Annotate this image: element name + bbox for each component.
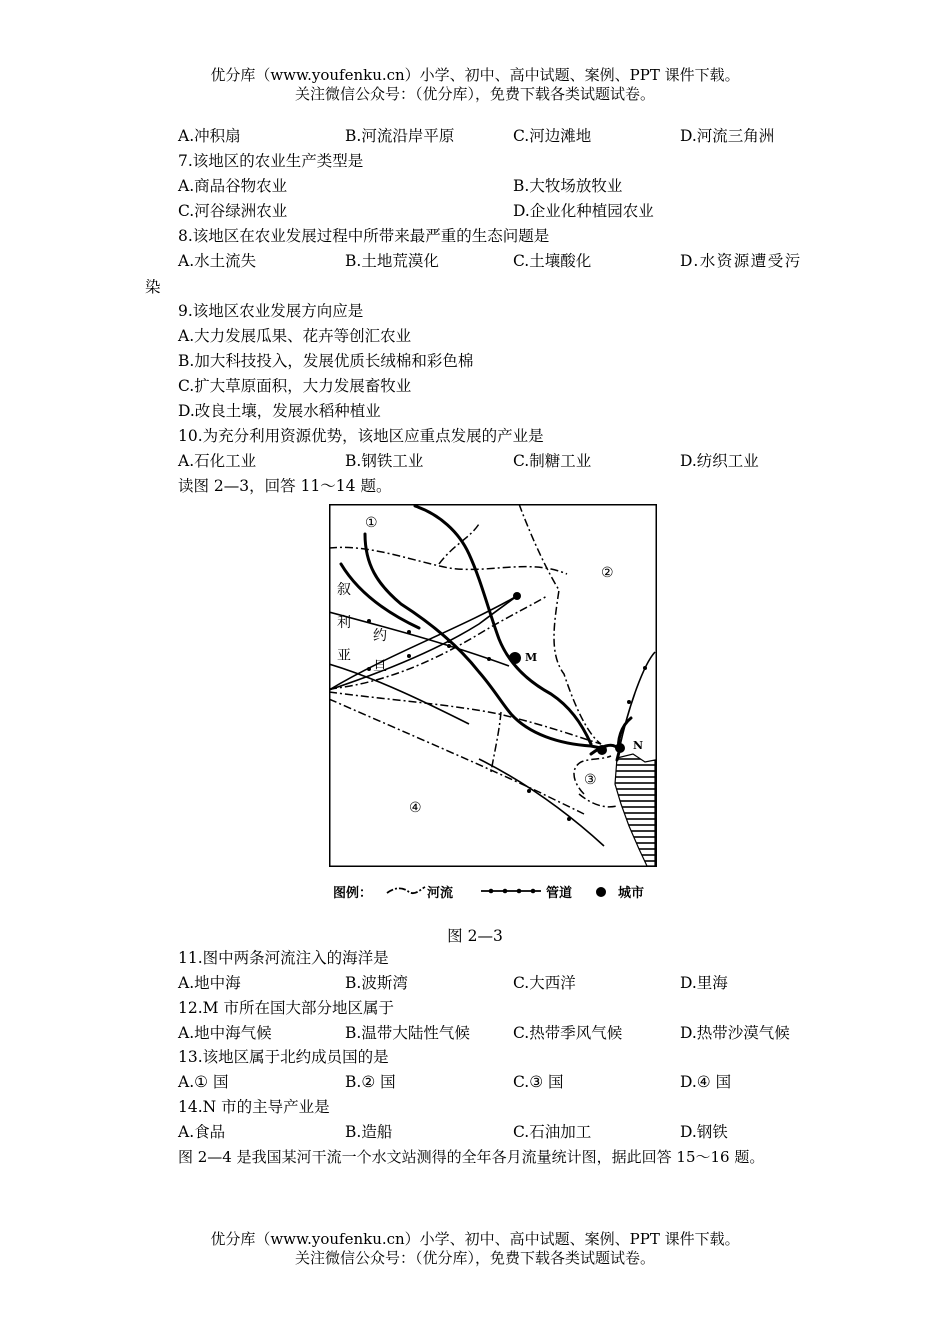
q8-option-a: A.水土流失	[178, 252, 257, 270]
q12-option-b: B.温带大陆性气候	[345, 1024, 470, 1042]
legend-pipeline-symbol	[479, 883, 543, 899]
legend-title: 图例：	[333, 886, 373, 901]
q10-option-c: C.制糖工业	[513, 452, 592, 470]
map-label-country-3: ③	[584, 772, 597, 788]
q6-option-a: A.冲积扇	[178, 127, 241, 145]
q6-option-b: B.河流沿岸平原	[345, 127, 455, 145]
q7-option-a: A.商品谷物农业	[178, 177, 288, 195]
q14-option-b: B.造船	[345, 1123, 393, 1141]
figure-caption: 图 2—3	[447, 927, 503, 945]
q11-option-d: D.里海	[680, 974, 728, 992]
fig23-intro: 读图 2—3，回答 11～14 题。	[178, 477, 392, 495]
q11-option-b: B.波斯湾	[345, 974, 408, 992]
page-header-line2: 关注微信公众号：（优分库），免费下载各类试题试卷。	[294, 85, 655, 103]
map-label-country-1: ①	[365, 515, 378, 531]
q12-option-a: A.地中海气候	[178, 1024, 272, 1042]
map-label-country-4: ④	[409, 800, 422, 816]
map-label-jordan-2: 旦	[373, 659, 387, 675]
q11-stem: 11.图中两条河流注入的海洋是	[178, 949, 389, 967]
map-label-city-n: N	[633, 739, 644, 752]
map-figure	[329, 504, 657, 871]
q13-options	[178, 1072, 818, 1092]
fig24-intro: 图 2—4 是我国某河干流一个水文站测得的全年各月流量统计图，据此回答 15～16 题。	[178, 1148, 765, 1166]
map-label-country-2: ②	[601, 565, 614, 581]
q13-option-c: C.③ 国	[513, 1073, 564, 1091]
q7-options-row1	[178, 176, 818, 196]
q14-stem: 14.N 市的主导产业是	[178, 1098, 330, 1116]
city-m-marker	[509, 652, 521, 664]
q14-option-a: A.食品	[178, 1123, 226, 1141]
legend-river-symbol	[385, 883, 427, 899]
q13-option-b: B.② 国	[345, 1073, 396, 1091]
q11-option-a: A.地中海	[178, 974, 241, 992]
city-marker	[513, 592, 521, 600]
q6-option-d: D.河流三角洲	[680, 127, 775, 145]
q10-options	[178, 451, 818, 471]
q8-option-c: C.土壤酸化	[513, 252, 592, 270]
q12-option-d: D.热带沙漠气候	[680, 1024, 790, 1042]
map-frame	[330, 505, 657, 867]
page-footer-line1: 优分库（www.youfenku.cn）小学、初中、高中试题、案例、PPT 课件下载。	[210, 1230, 740, 1248]
q9-option-d: D.改良土壤，发展水稻种植业	[178, 402, 381, 420]
q10-option-d: D.纺织工业	[680, 452, 759, 470]
q11-options	[178, 973, 818, 993]
q7-option-d: D.企业化种植园农业	[513, 202, 654, 220]
map-label-jordan-1: 约	[373, 628, 387, 644]
q7-stem: 7.该地区的农业生产类型是	[178, 152, 364, 170]
city-n-marker	[615, 743, 625, 753]
q9-option-c: C.扩大草原面积，大力发展畜牧业	[178, 377, 412, 395]
legend-river-label: 河流	[427, 886, 454, 901]
map-svg	[329, 504, 657, 867]
q14-option-d: D.钢铁	[680, 1123, 728, 1141]
q7-option-c: C.河谷绿洲农业	[178, 202, 288, 220]
map-label-city-m: M	[525, 651, 538, 664]
city-marker	[597, 745, 607, 755]
q14-option-c: C.石油加工	[513, 1123, 592, 1141]
q6-options	[178, 126, 818, 146]
q10-option-b: B.钢铁工业	[345, 452, 424, 470]
q13-option-a: A.① 国	[178, 1073, 229, 1091]
q8-stem: 8.该地区在农业发展过程中所带来最严重的生态问题是	[178, 227, 550, 245]
q11-option-c: C.大西洋	[513, 974, 576, 992]
q14-options	[178, 1122, 818, 1142]
page-footer-line2: 关注微信公众号：（优分库），免费下载各类试题试卷。	[294, 1249, 655, 1267]
map-label-syria-1: 叙	[337, 582, 351, 598]
q8-option-d-wrap: 染	[145, 278, 161, 296]
q10-option-a: A.石化工业	[178, 452, 257, 470]
q12-option-c: C.热带季风气候	[513, 1024, 623, 1042]
q12-stem: 12.M 市所在国大部分地区属于	[178, 999, 394, 1017]
map-label-syria-3: 亚	[337, 648, 351, 664]
q13-option-d: D.④ 国	[680, 1073, 732, 1091]
map-legend	[329, 879, 669, 903]
legend-pipeline-label: 管道	[546, 886, 573, 901]
q10-stem: 10.为充分利用资源优势，该地区应重点发展的产业是	[178, 427, 544, 445]
q9-option-a: A.大力发展瓜果、花卉等创汇农业	[178, 327, 412, 345]
q8-options	[178, 251, 818, 271]
q7-option-b: B.大牧场放牧业	[513, 177, 623, 195]
legend-city-symbol	[594, 885, 608, 899]
map-label-syria-2: 利	[337, 615, 351, 631]
q9-option-b: B.加大科技投入，发展优质长绒棉和彩色棉	[178, 352, 474, 370]
q12-options	[178, 1023, 818, 1043]
page-header-line1: 优分库（www.youfenku.cn）小学、初中、高中试题、案例、PPT 课件下载。	[210, 66, 740, 84]
q8-option-d: D.水资源遭受污	[680, 252, 802, 270]
q9-stem: 9.该地区农业发展方向应是	[178, 302, 364, 320]
legend-city-label: 城市	[618, 886, 645, 901]
q6-option-c: C.河边滩地	[513, 127, 592, 145]
q8-option-b: B.土地荒漠化	[345, 252, 439, 270]
q13-stem: 13.该地区属于北约成员国的是	[178, 1048, 389, 1066]
q7-options-row2	[178, 201, 818, 221]
